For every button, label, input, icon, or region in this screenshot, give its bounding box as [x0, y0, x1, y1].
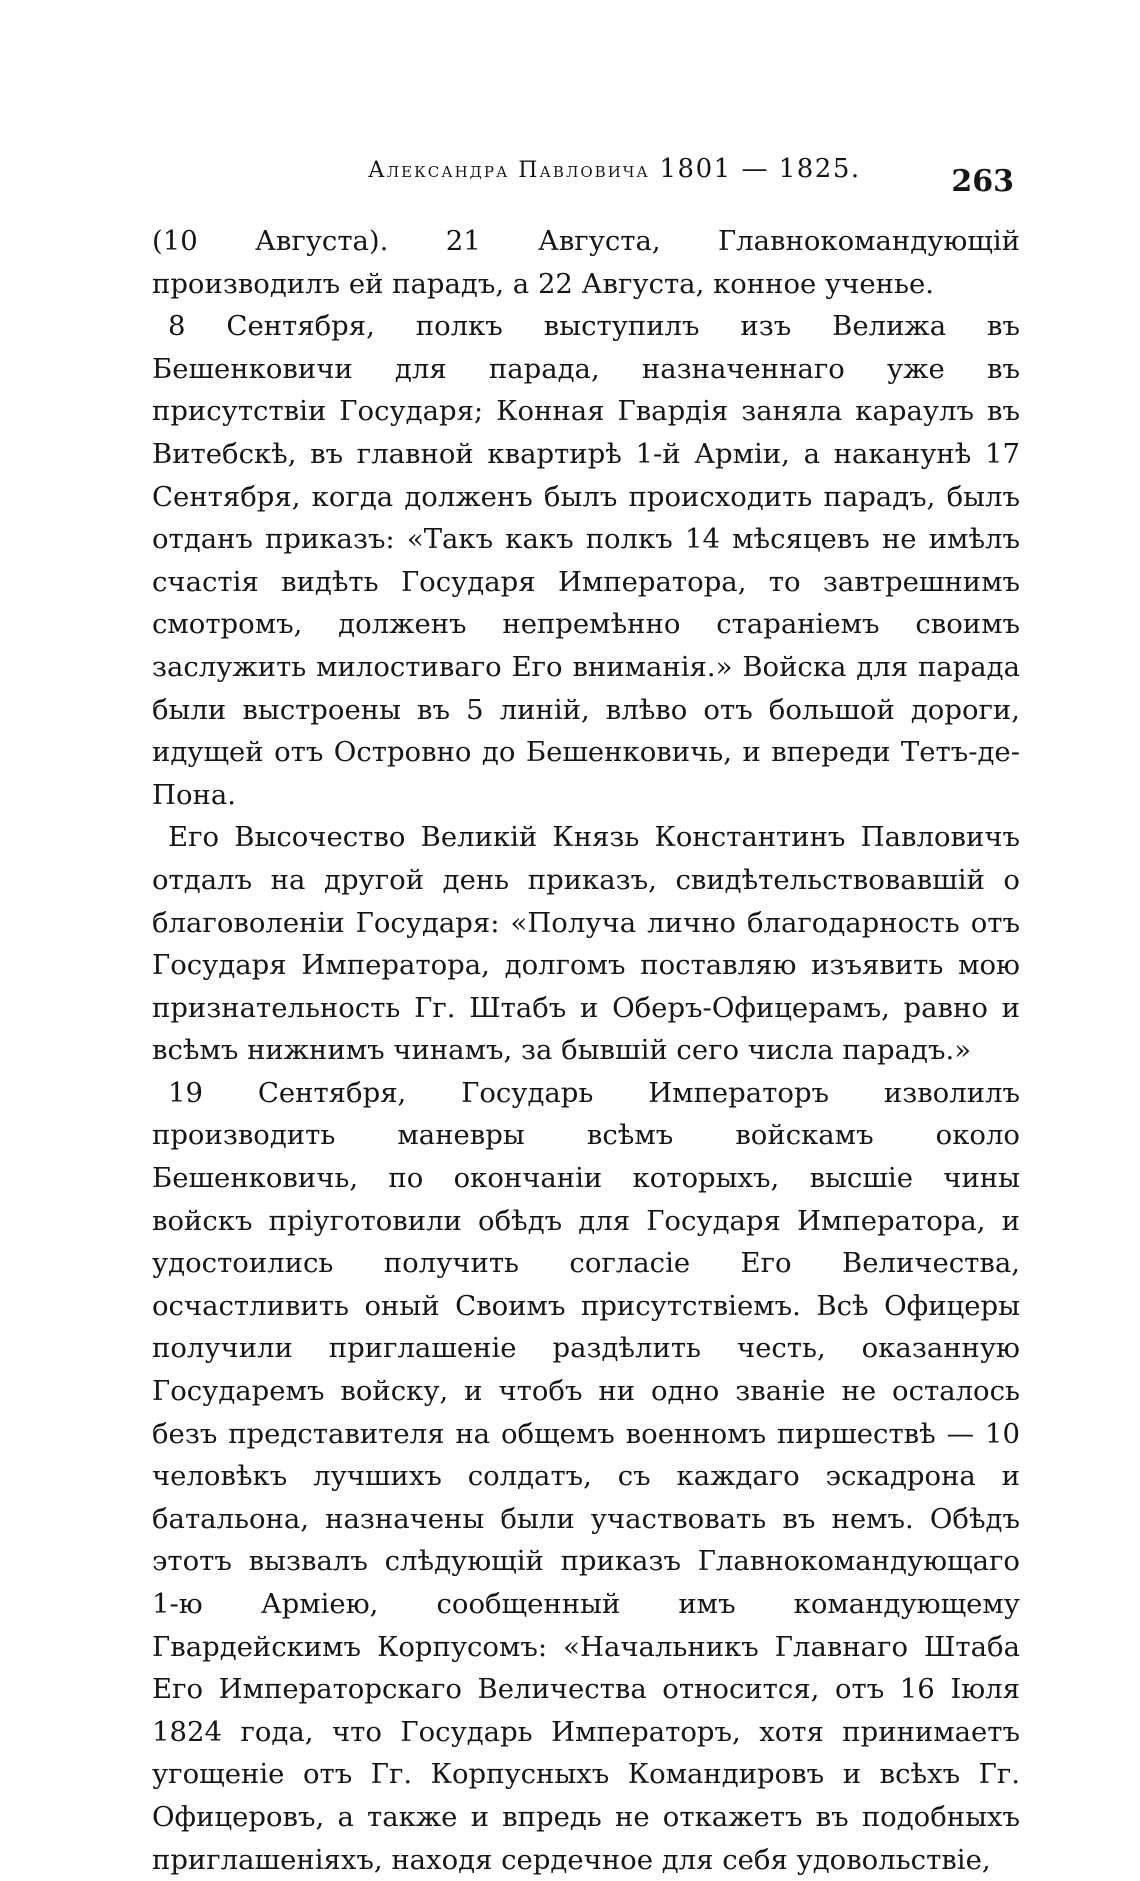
- body-text: [152, 220, 1020, 1881]
- running-head: [368, 154, 861, 184]
- paragraph: (10 Августа). 21 Августа, Главнокомандующій производилъ ей парадъ, а 22 Августа, конное ученье.: [152, 225, 1020, 300]
- paragraph: Его Высочество Великій Князь Константинъ Павловичъ отдалъ на другой день приказъ, свидѣтельствовавшій о благоволеніи Государя: «Получа лично благодарность отъ Государя Императора, долгомъ поставляю изъявить мою признательность Гг. Штабъ и Оберъ-Офицерамъ, равно и всѣмъ нижнимъ чинамъ, за бывшій сего числа парадъ.»: [152, 821, 1020, 1067]
- running-years: 1801 — 1825.: [659, 154, 861, 184]
- paragraph: 19 Сентября, Государь Императоръ изволилъ производить маневры всѣмъ войскамъ около Бешенковичь, по окончаніи которыхъ, высшіе чины войскъ пріуготовили обѣдъ для Государя Императора, и удостоились получить согласіе Его Величества, осчастливить оный Своимъ присутствіемъ. Всѣ Офицеры получили приглашеніе раздѣлить честь, оказанную Государемъ войску, и чтобъ ни одно званіе не осталось безъ представителя на общемъ военномъ пиршествѣ — 10 человѣкъ лучшихъ солдатъ, съ каждаго эскадрона и батальона, назначены были участвовать въ немъ. Обѣдъ этотъ вызвалъ слѣдующій приказъ Главнокомандующаго 1-ю Арміею, сообщенный имъ командующему Гвардейскимъ Корпусомъ: «Начальникъ Главнаго Штаба Его Императорскаго Величества относится, отъ 16 Іюля 1824 года, что Государь Императоръ, хотя принимаетъ угощеніе отъ Гг. Корпусныхъ Командировъ и всѣхъ Гг. Офицеровъ, а также и впредь не откажетъ въ подобныхъ приглашеніяхъ, находя сердечное для себя удовольствіе,: [152, 1076, 1020, 1876]
- paragraph: 8 Сентября, полкъ выступилъ изъ Велижа въ Бешенковичи для парада, назначеннаго уже въ присутствіи Государя; Конная Гвардія заняла караулъ въ Витебскѣ, въ главной квартирѣ 1-й Арміи, а наканунѣ 17 Сентября, когда долженъ былъ происходить парадъ, былъ отданъ приказъ: «Такъ какъ полкъ 14 мѣсяцевъ не имѣлъ счастія видѣть Государя Императора, то завтрешнимъ смотромъ, долженъ непремѣнно стараніемъ своимъ заслужить милостиваго Его вниманія.» Войска для парада были выстроены въ 5 линій, влѣво отъ большой дороги, идущей отъ Островно до Бешенковичь, и впереди Тетъ-де-Пона.: [152, 310, 1020, 811]
- page-number: 263: [951, 164, 1014, 199]
- running-title: Александра Павловича: [368, 158, 650, 183]
